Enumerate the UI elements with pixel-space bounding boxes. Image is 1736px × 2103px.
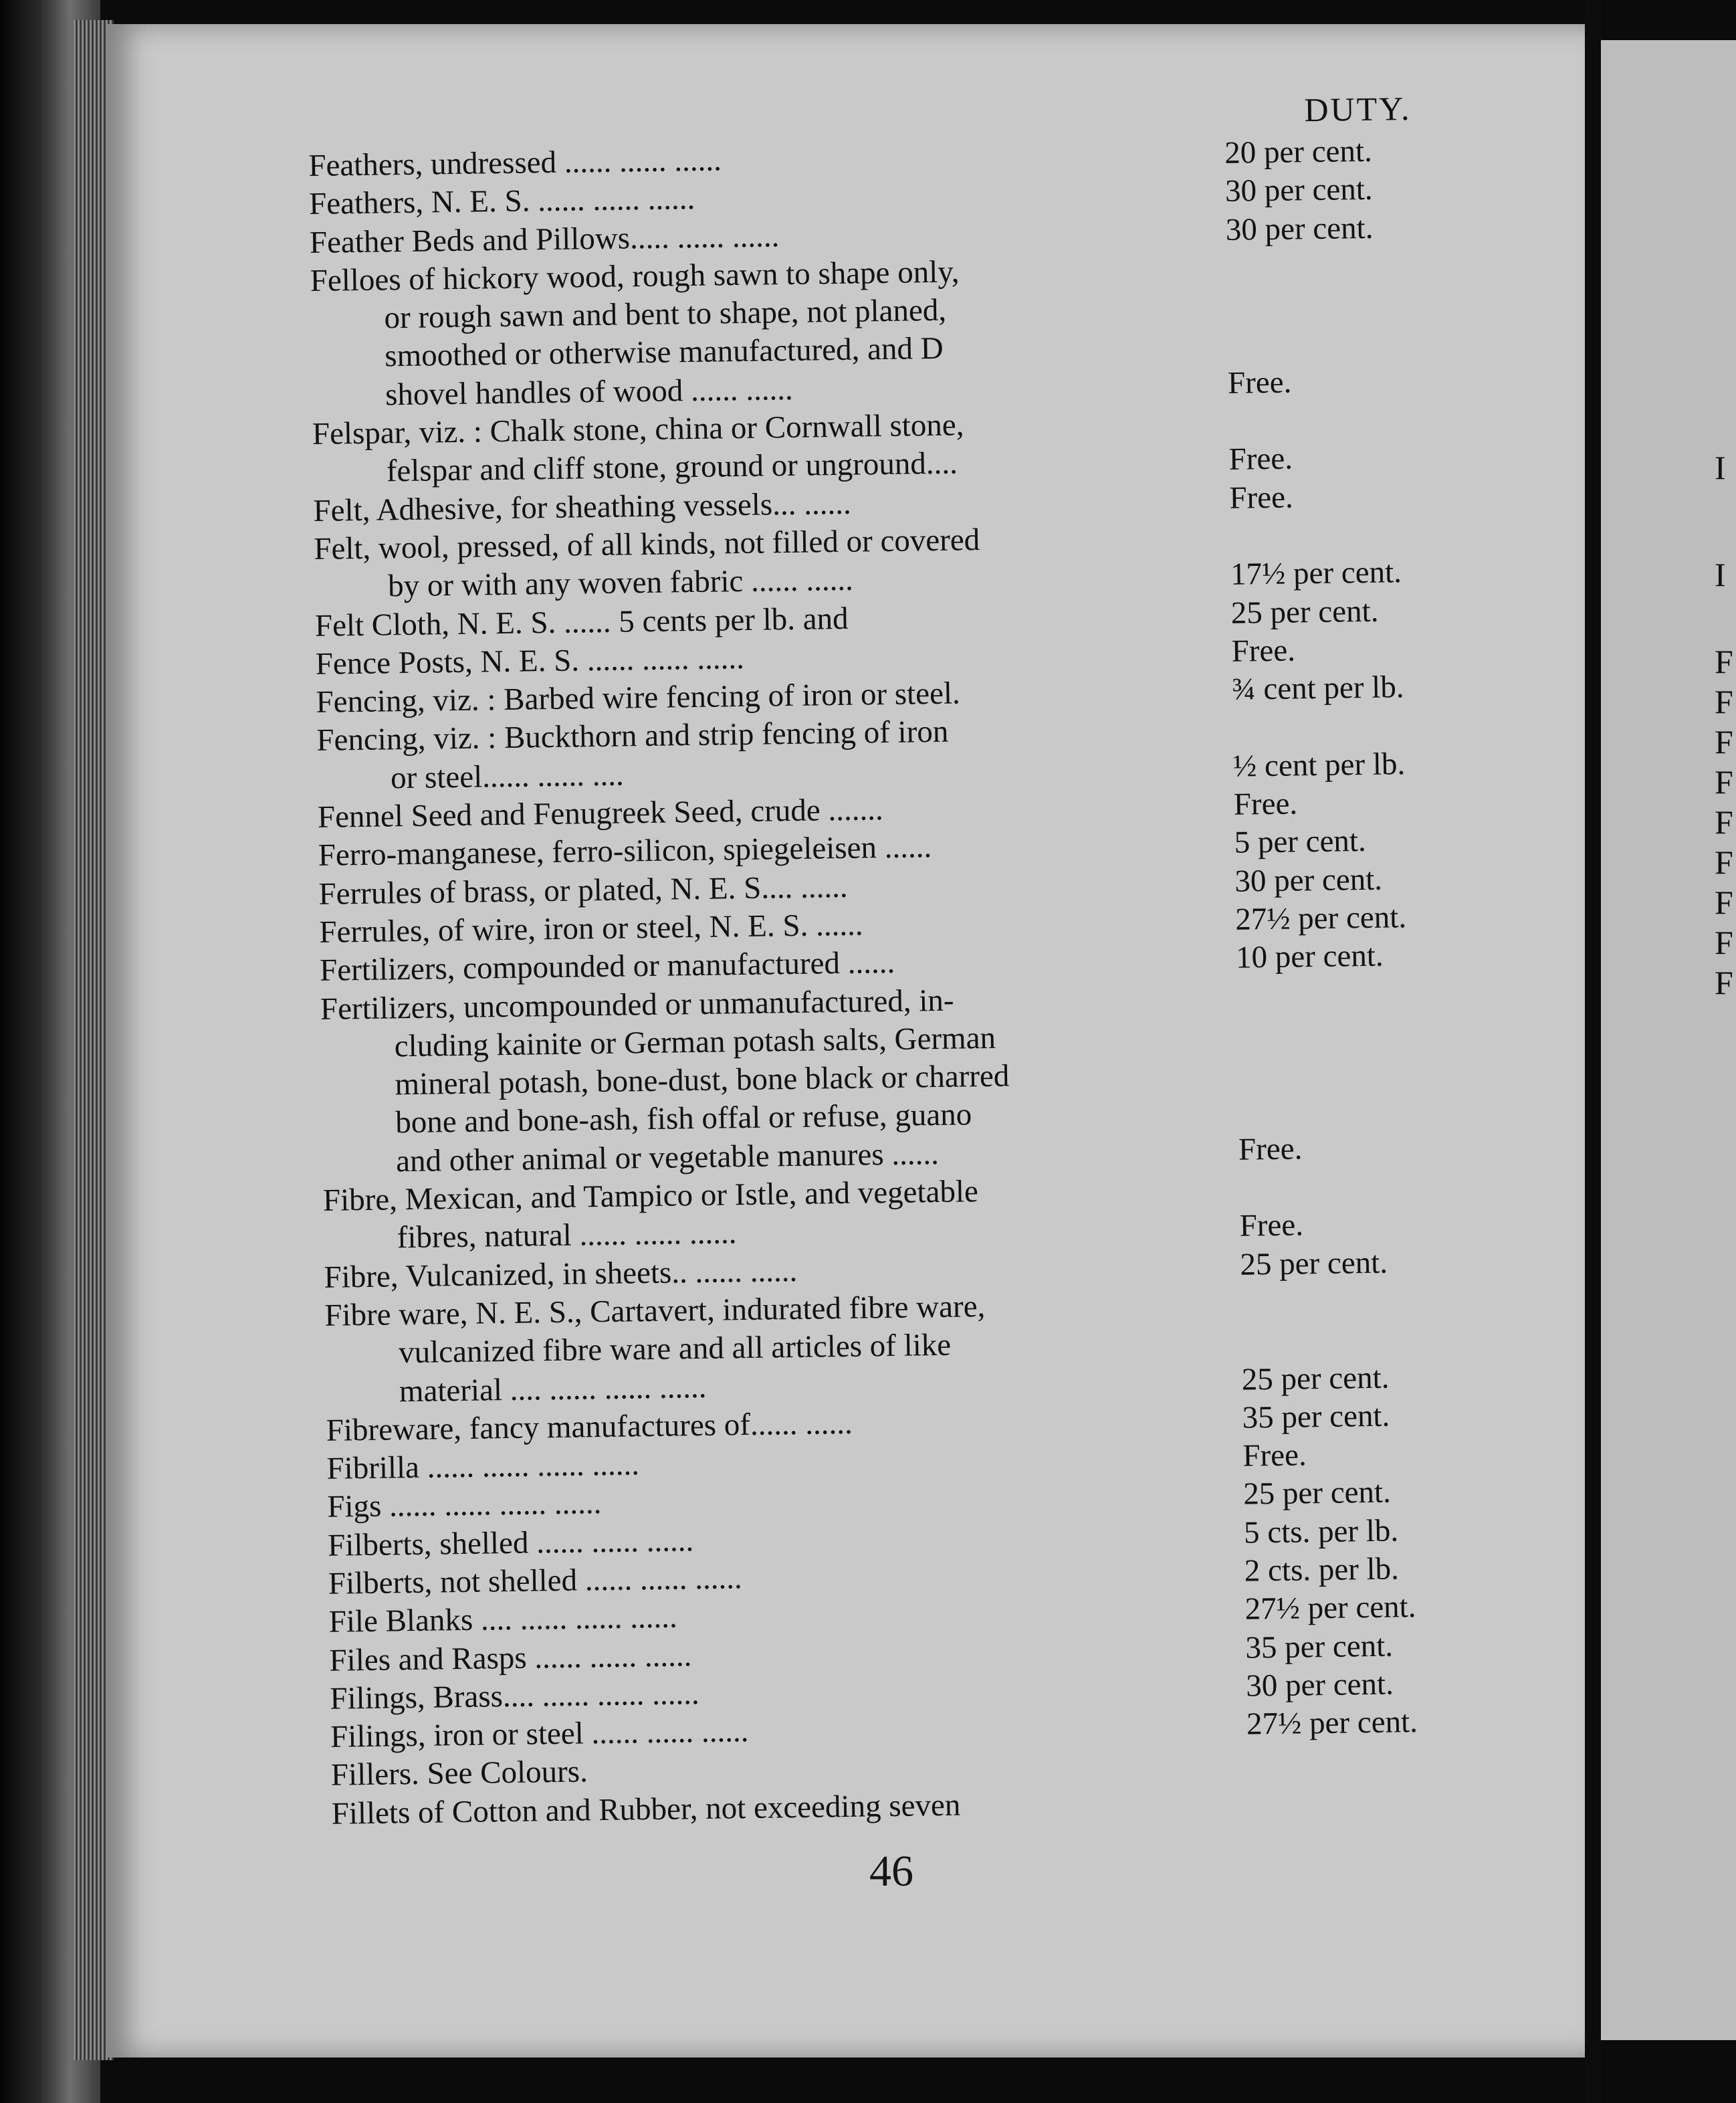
facing-page-letter: F — [1715, 763, 1733, 801]
item-duty — [1214, 313, 1461, 316]
item-description: or rough sawn and bent to shape, not planed, — [384, 292, 947, 336]
item-duty: Free. — [1239, 1207, 1304, 1244]
item-description: Ferro-manganese, ferro-silicon, spiegeleisen ...... — [318, 829, 932, 874]
item-duty — [1219, 734, 1467, 738]
item-duty: 35 per cent. — [1245, 1628, 1394, 1666]
page-number: 46 — [869, 1847, 913, 1896]
item-description: Fertilizers, compounded or manufactured ...... — [319, 945, 895, 989]
facing-page-letter: I — [1715, 556, 1726, 593]
item-description: cluding kainite or German potash salts, German — [394, 1020, 996, 1064]
item-description: File Blanks .... ...... ...... ...... — [328, 1599, 678, 1640]
item-duty — [1234, 1807, 1482, 1811]
facing-page-letter: F — [1715, 683, 1733, 720]
item-duty — [1213, 275, 1460, 278]
item-description: Fibre, Mexican, and Tampico or Istle, and vegetable — [322, 1174, 979, 1218]
item-description: felspar and cliff stone, ground or unground.... — [386, 445, 958, 489]
item-description: shovel handles of wood ...... ...... — [385, 371, 794, 413]
item-description: or steel...... ...... .... — [390, 757, 625, 796]
item-duty: 5 per cent. — [1234, 823, 1367, 861]
tariff-list — [308, 84, 1482, 1833]
facing-page-letter: F — [1715, 924, 1733, 961]
item-duty — [1223, 1003, 1471, 1006]
item-duty — [1224, 1041, 1471, 1045]
facing-page-letter: F — [1715, 964, 1733, 1001]
book-gutter — [1585, 0, 1601, 2103]
item-description: Fillets of Cotton and Rubber, not exceeding seven — [331, 1787, 961, 1831]
item-description: Fibre ware, N. E. S., Cartavert, indurated fibre ware, — [324, 1288, 986, 1333]
item-duty — [1214, 351, 1461, 355]
item-description: Filberts, shelled ...... ...... ...... — [327, 1522, 694, 1563]
item-duty: 35 per cent. — [1242, 1398, 1390, 1435]
item-duty — [1228, 1348, 1475, 1351]
item-description: Fencing, viz. : Barbed wire fencing of iron or steel. — [316, 676, 961, 720]
item-duty: Free. — [1242, 1437, 1307, 1474]
item-description: Fibreware, fancy manufactures of...... ...... — [326, 1405, 853, 1448]
item-duty — [1224, 1118, 1472, 1121]
item-duty: 30 per cent. — [1245, 1666, 1394, 1704]
item-duty: 25 per cent. — [1242, 1474, 1392, 1512]
item-duty: Free. — [1227, 365, 1292, 401]
item-description: and other animal or vegetable manures ...... — [395, 1136, 940, 1179]
duty-column-heading: DUTY. — [1304, 89, 1412, 129]
item-description: Fibre, Vulcanized, in sheets.. ...... ...... — [324, 1253, 798, 1295]
item-description: Filings, Brass.... ...... ...... ...... — [330, 1676, 699, 1716]
facing-page-letter: F — [1715, 843, 1733, 881]
item-duty: 30 per cent. — [1225, 210, 1374, 247]
item-duty: Free. — [1233, 786, 1298, 822]
item-description: Felt, Adhesive, for sheathing vessels... ...... — [313, 486, 851, 528]
item-duty: Free. — [1229, 480, 1294, 516]
facing-page-letter: F — [1715, 884, 1733, 921]
item-duty — [1215, 428, 1462, 431]
item-description: fibres, natural ...... ...... ...... — [397, 1215, 737, 1256]
item-duty: 27½ per cent. — [1244, 1589, 1416, 1627]
item-duty: 27½ per cent. — [1234, 900, 1407, 937]
item-description: Felspar, viz. : Chalk stone, china or Cornwall stone, — [312, 407, 964, 452]
item-description: Felt Cloth, N. E. S. ...... 5 cents per lb. and — [314, 601, 849, 643]
item-description: Files and Rasps ...... ...... ...... — [329, 1637, 692, 1678]
facing-page-edge — [1601, 40, 1736, 2040]
item-duty — [1234, 1769, 1481, 1773]
item-duty: 30 per cent. — [1234, 862, 1383, 899]
facing-page-letter: F — [1715, 723, 1733, 761]
item-duty: 20 per cent. — [1224, 133, 1373, 171]
item-duty: 25 per cent. — [1241, 1360, 1390, 1397]
tariff-rows — [308, 131, 1482, 1833]
item-duty: 27½ per cent. — [1246, 1704, 1418, 1742]
item-description: Fertilizers, uncompounded or unmanufactured, in- — [320, 983, 954, 1027]
item-duty: 2 cts. per lb. — [1244, 1551, 1400, 1589]
item-description: Feathers, undressed ...... ...... ...... — [308, 142, 722, 183]
item-duty — [1224, 1080, 1472, 1083]
item-duty: 5 cts. per lb. — [1243, 1513, 1399, 1550]
item-duty: 17½ per cent. — [1230, 555, 1402, 593]
item-description: Ferrules of brass, or plated, N. E. S.... ...... — [318, 869, 848, 912]
item-duty: 30 per cent. — [1224, 172, 1373, 209]
item-duty — [1227, 1310, 1475, 1313]
item-description: Fennel Seed and Fenugreek Seed, crude ....... — [317, 792, 883, 835]
item-description: Feathers, N. E. S. ...... ...... ...... — [308, 181, 695, 222]
item-description: Filberts, not shelled ...... ...... ...... — [328, 1561, 743, 1601]
facing-page-letter: F — [1715, 643, 1733, 680]
item-duty: Free. — [1228, 441, 1293, 478]
item-duty — [1216, 543, 1464, 546]
item-description: vulcanized fibre ware and all articles of like — [398, 1327, 952, 1371]
item-duty: Free. — [1231, 633, 1296, 669]
item-duty: ¾ cent per lb. — [1232, 670, 1404, 707]
facing-page-letter: I — [1715, 449, 1726, 486]
item-description: Fence Posts, N. E. S. ...... ...... ...... — [315, 640, 745, 682]
item-description: material .... ...... ...... ...... — [399, 1369, 707, 1409]
item-duty: ½ cent per lb. — [1232, 746, 1406, 784]
item-description: Fillers. See Colours. — [330, 1754, 588, 1793]
item-description: Felloes of hickory wood, rough sawn to shape only, — [310, 254, 960, 298]
item-description: Feather Beds and Pillows..... ...... ...... — [309, 218, 780, 260]
item-description: Fibrilla ...... ...... ...... ...... — [326, 1447, 640, 1486]
item-description: smoothed or otherwise manufactured, and D — [384, 331, 944, 374]
item-description: Fencing, viz. : Buckthorn and strip fencing of iron — [316, 714, 949, 759]
item-description: bone and bone-ash, fish offal or refuse, guano — [395, 1097, 972, 1140]
item-description: Felt, wool, pressed, of all kinds, not filled or covered — [314, 522, 980, 567]
item-description: mineral potash, bone-dust, bone black or charred — [395, 1058, 1010, 1102]
facing-page-letter: F — [1715, 803, 1733, 841]
item-description: Figs ...... ...... ...... ...... — [327, 1486, 602, 1525]
item-duty: Free. — [1238, 1131, 1303, 1167]
item-description: by or with any woven fabric ...... ...... — [387, 562, 854, 604]
item-duty: 25 per cent. — [1240, 1245, 1388, 1282]
item-duty: 25 per cent. — [1230, 593, 1379, 631]
item-description: Ferrules, of wire, iron or steel, N. E. S. ...... — [319, 907, 863, 950]
item-duty: 10 per cent. — [1235, 938, 1384, 975]
item-description: Filings, iron or steel ...... ...... ...... — [330, 1714, 749, 1755]
item-duty — [1226, 1195, 1473, 1198]
